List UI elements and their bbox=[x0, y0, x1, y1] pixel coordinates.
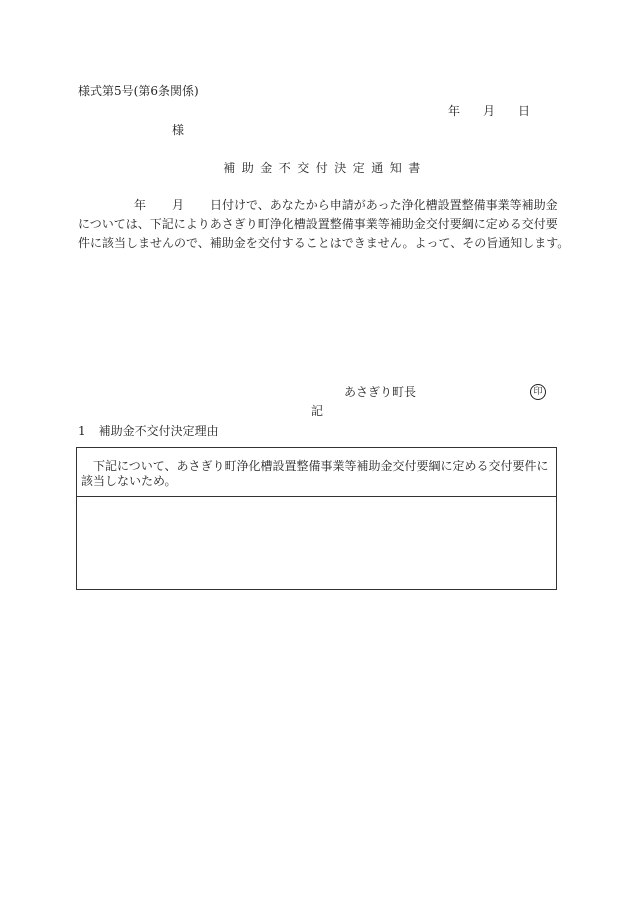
ki-heading: 記 bbox=[311, 404, 324, 418]
body-line-1-text: 日付けで、あなたから申請があった浄化槽設置整備事業等補助金 bbox=[210, 198, 558, 212]
seal-icon: 印 bbox=[530, 384, 546, 400]
document-title: 補助金不交付決定通知書 bbox=[223, 161, 427, 175]
reason-box-divider bbox=[77, 496, 556, 497]
body-month: 月 bbox=[172, 198, 185, 212]
recipient-suffix: 様 bbox=[172, 123, 185, 137]
body-year: 年 bbox=[134, 198, 147, 212]
body-line-2: については、下記によりあさぎり町浄化槽設置整備事業等補助金交付要綱に定める交付要 bbox=[78, 217, 558, 231]
form-number: 様式第5号(第6条関係) bbox=[78, 84, 199, 98]
reason-box bbox=[76, 447, 557, 590]
date-row bbox=[448, 105, 530, 117]
body-line-3: 件に該当しませんので、補助金を交付することはできません。よって、その旨通知します。 bbox=[78, 236, 570, 250]
section-1-number: 1 bbox=[78, 424, 86, 438]
date-month: 月 bbox=[483, 104, 496, 118]
date-day: 日 bbox=[518, 104, 531, 118]
issuer-name: あさぎり町長 bbox=[344, 385, 417, 399]
date-year: 年 bbox=[448, 104, 461, 118]
body-line-1 bbox=[134, 199, 558, 211]
section-1-title: 補助金不交付決定理由 bbox=[98, 424, 219, 438]
reason-text: 下記について、あさぎり町浄化槽設置整備事業等補助金交付要綱に定める交付要件に該当しないため。 bbox=[81, 459, 549, 488]
section-1-heading bbox=[78, 425, 219, 437]
